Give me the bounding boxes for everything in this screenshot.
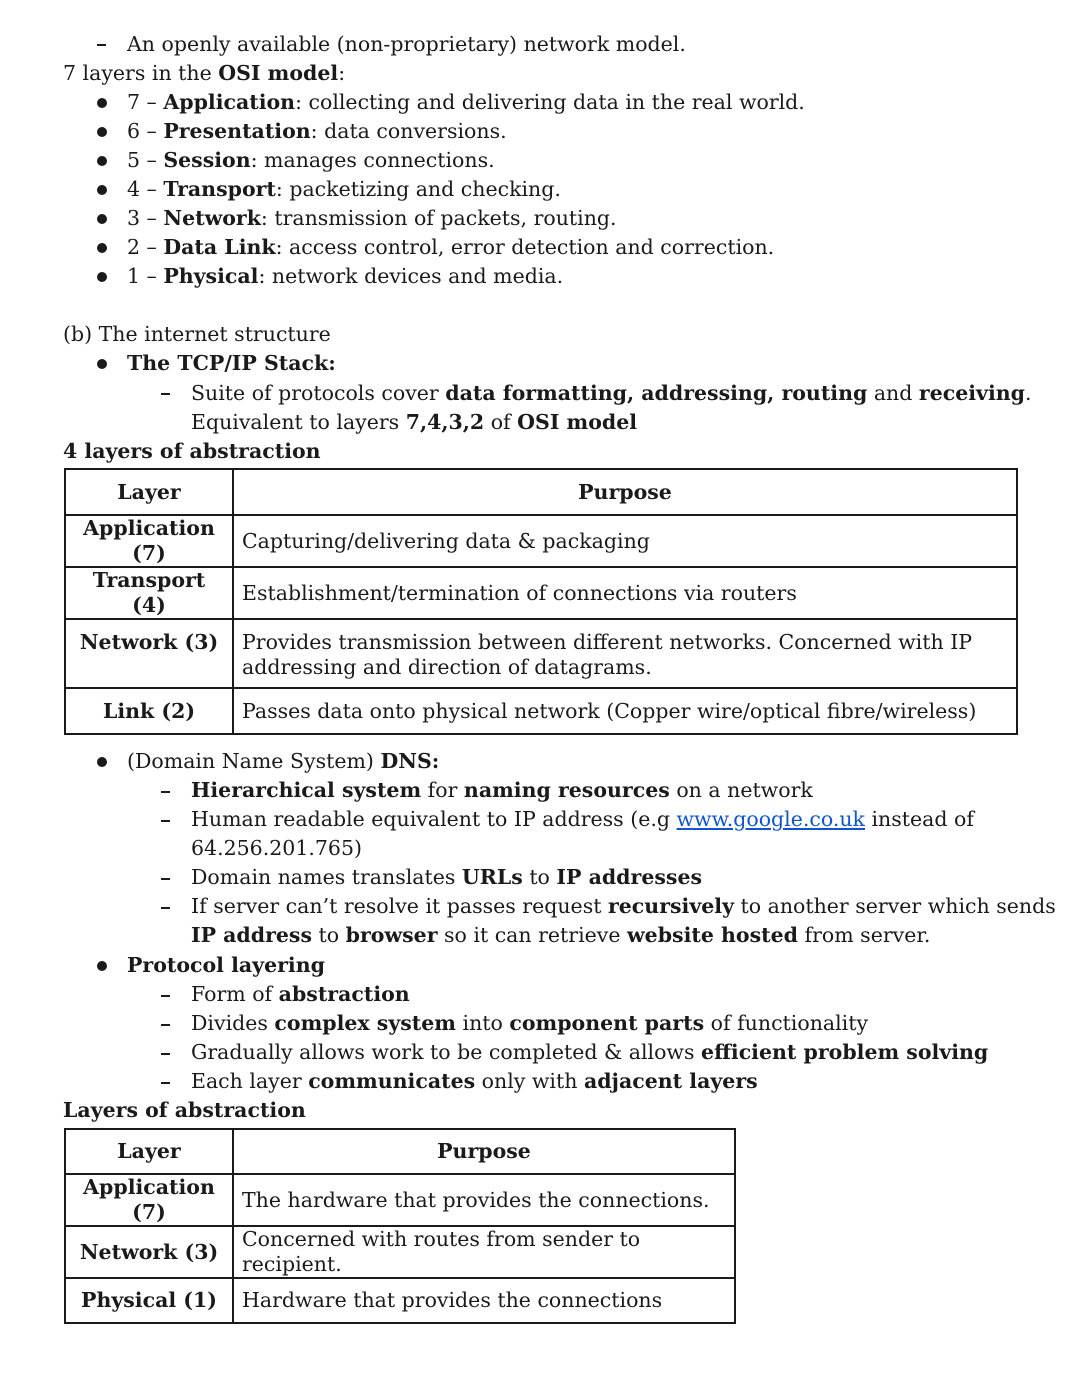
table-cell-layer: Network (3) <box>65 619 233 688</box>
table-cell-purpose: Hardware that provides the connections <box>233 1278 735 1323</box>
table-cell-purpose: The hardware that provides the connections. <box>233 1174 735 1226</box>
table-cell-layer: Network (3) <box>65 1226 233 1278</box>
osi-layer-item: 7 – Application: collecting and delivering data in the real world. <box>127 90 805 114</box>
table-row <box>65 1226 735 1278</box>
osi-layer-item: 1 – Physical: network devices and media. <box>127 264 564 288</box>
tcpip-suite-line: Suite of protocols cover data formatting, addressing, routing and receiving. <box>191 381 1032 405</box>
dns-line: Hierarchical system for naming resources on a network <box>191 778 813 802</box>
tcpip-equiv-line: Equivalent to layers 7,4,3,2 of OSI model <box>191 410 638 434</box>
osi-layer-item: 3 – Network: transmission of packets, routing. <box>127 206 617 230</box>
bullet-icon <box>97 757 107 767</box>
protocol-line: Form of abstraction <box>191 982 410 1006</box>
dns-line-continued: IP address to browser so it can retrieve website hosted from server. <box>191 923 931 947</box>
table1-caption: 4 layers of abstraction <box>63 439 321 463</box>
bullet-icon <box>97 243 107 253</box>
intro-line: An openly available (non-proprietary) network model. <box>127 32 686 56</box>
table-cell-purpose: Establishment/termination of connections via routers <box>233 567 1017 619</box>
list-dash <box>97 44 106 46</box>
osi-layer-item: 4 – Transport: packetizing and checking. <box>127 177 561 201</box>
table-row <box>65 1174 735 1226</box>
list-dash <box>161 791 170 793</box>
table-header-row <box>65 1129 735 1174</box>
bullet-icon <box>97 359 107 369</box>
table-row <box>65 619 1017 688</box>
table-cell-layer: Transport (4) <box>65 567 233 619</box>
bullet-icon <box>97 272 107 282</box>
table-header-cell: Layer <box>65 469 233 515</box>
dns-line-continued: 64.256.201.765) <box>191 836 363 860</box>
google-link[interactable]: www.google.co.uk <box>676 807 865 831</box>
table-cell-layer: Application (7) <box>65 515 233 567</box>
list-dash <box>161 393 170 395</box>
table-header-cell: Layer <box>65 1129 233 1174</box>
table-header-cell: Purpose <box>233 1129 735 1174</box>
table-cell-purpose: Capturing/delivering data & packaging <box>233 515 1017 567</box>
osi-heading: 7 layers in the OSI model: <box>63 61 346 85</box>
list-dash <box>161 907 170 909</box>
list-dash <box>161 1024 170 1026</box>
list-dash <box>161 995 170 997</box>
bullet-icon <box>97 961 107 971</box>
osi-layer-item: 2 – Data Link: access control, error detection and correction. <box>127 235 775 259</box>
table-cell-purpose: Provides transmission between different networks. Concerned with IP addressing and direction of datagrams. <box>233 619 1017 688</box>
list-dash <box>161 1082 170 1084</box>
list-dash <box>161 878 170 880</box>
list-dash <box>161 1053 170 1055</box>
layers-table <box>64 1128 736 1324</box>
table-cell-layer: Link (2) <box>65 688 233 734</box>
protocol-title: Protocol layering <box>127 953 325 977</box>
bullet-icon <box>97 127 107 137</box>
table-cell-purpose: Concerned with routes from sender to recipient. <box>233 1226 735 1278</box>
bullet-icon <box>97 185 107 195</box>
protocol-line: Each layer communicates only with adjacent layers <box>191 1069 758 1093</box>
osi-layer-item: 5 – Session: manages connections. <box>127 148 495 172</box>
dns-title: (Domain Name System) DNS: <box>127 749 440 773</box>
table2-caption: Layers of abstraction <box>63 1098 306 1122</box>
table-header-row <box>65 469 1017 515</box>
bullet-icon <box>97 156 107 166</box>
dns-line: If server can’t resolve it passes request recursively to another server which sends <box>191 894 1056 918</box>
osi-layer-item: 6 – Presentation: data conversions. <box>127 119 507 143</box>
abstraction-table <box>64 468 1018 735</box>
table-header-cell: Purpose <box>233 469 1017 515</box>
tcpip-label: The TCP/IP Stack: <box>127 351 336 375</box>
table-cell-layer: Application (7) <box>65 1174 233 1226</box>
dns-line: Domain names translates URLs to IP addresses <box>191 865 703 889</box>
table-row <box>65 1278 735 1323</box>
table-row <box>65 515 1017 567</box>
table-row <box>65 688 1017 734</box>
bullet-icon <box>97 214 107 224</box>
table-row <box>65 567 1017 619</box>
protocol-line: Gradually allows work to be completed & allows efficient problem solving <box>191 1040 989 1064</box>
bullet-icon <box>97 98 107 108</box>
table-cell-layer: Physical (1) <box>65 1278 233 1323</box>
table-cell-purpose: Passes data onto physical network (Copper wire/optical fibre/wireless) <box>233 688 1017 734</box>
section-heading: (b) The internet structure <box>63 322 331 346</box>
list-dash <box>161 820 170 822</box>
protocol-line: Divides complex system into component parts of functionality <box>191 1011 869 1035</box>
dns-line: Human readable equivalent to IP address (e.g www.google.co.uk instead of <box>191 807 974 831</box>
